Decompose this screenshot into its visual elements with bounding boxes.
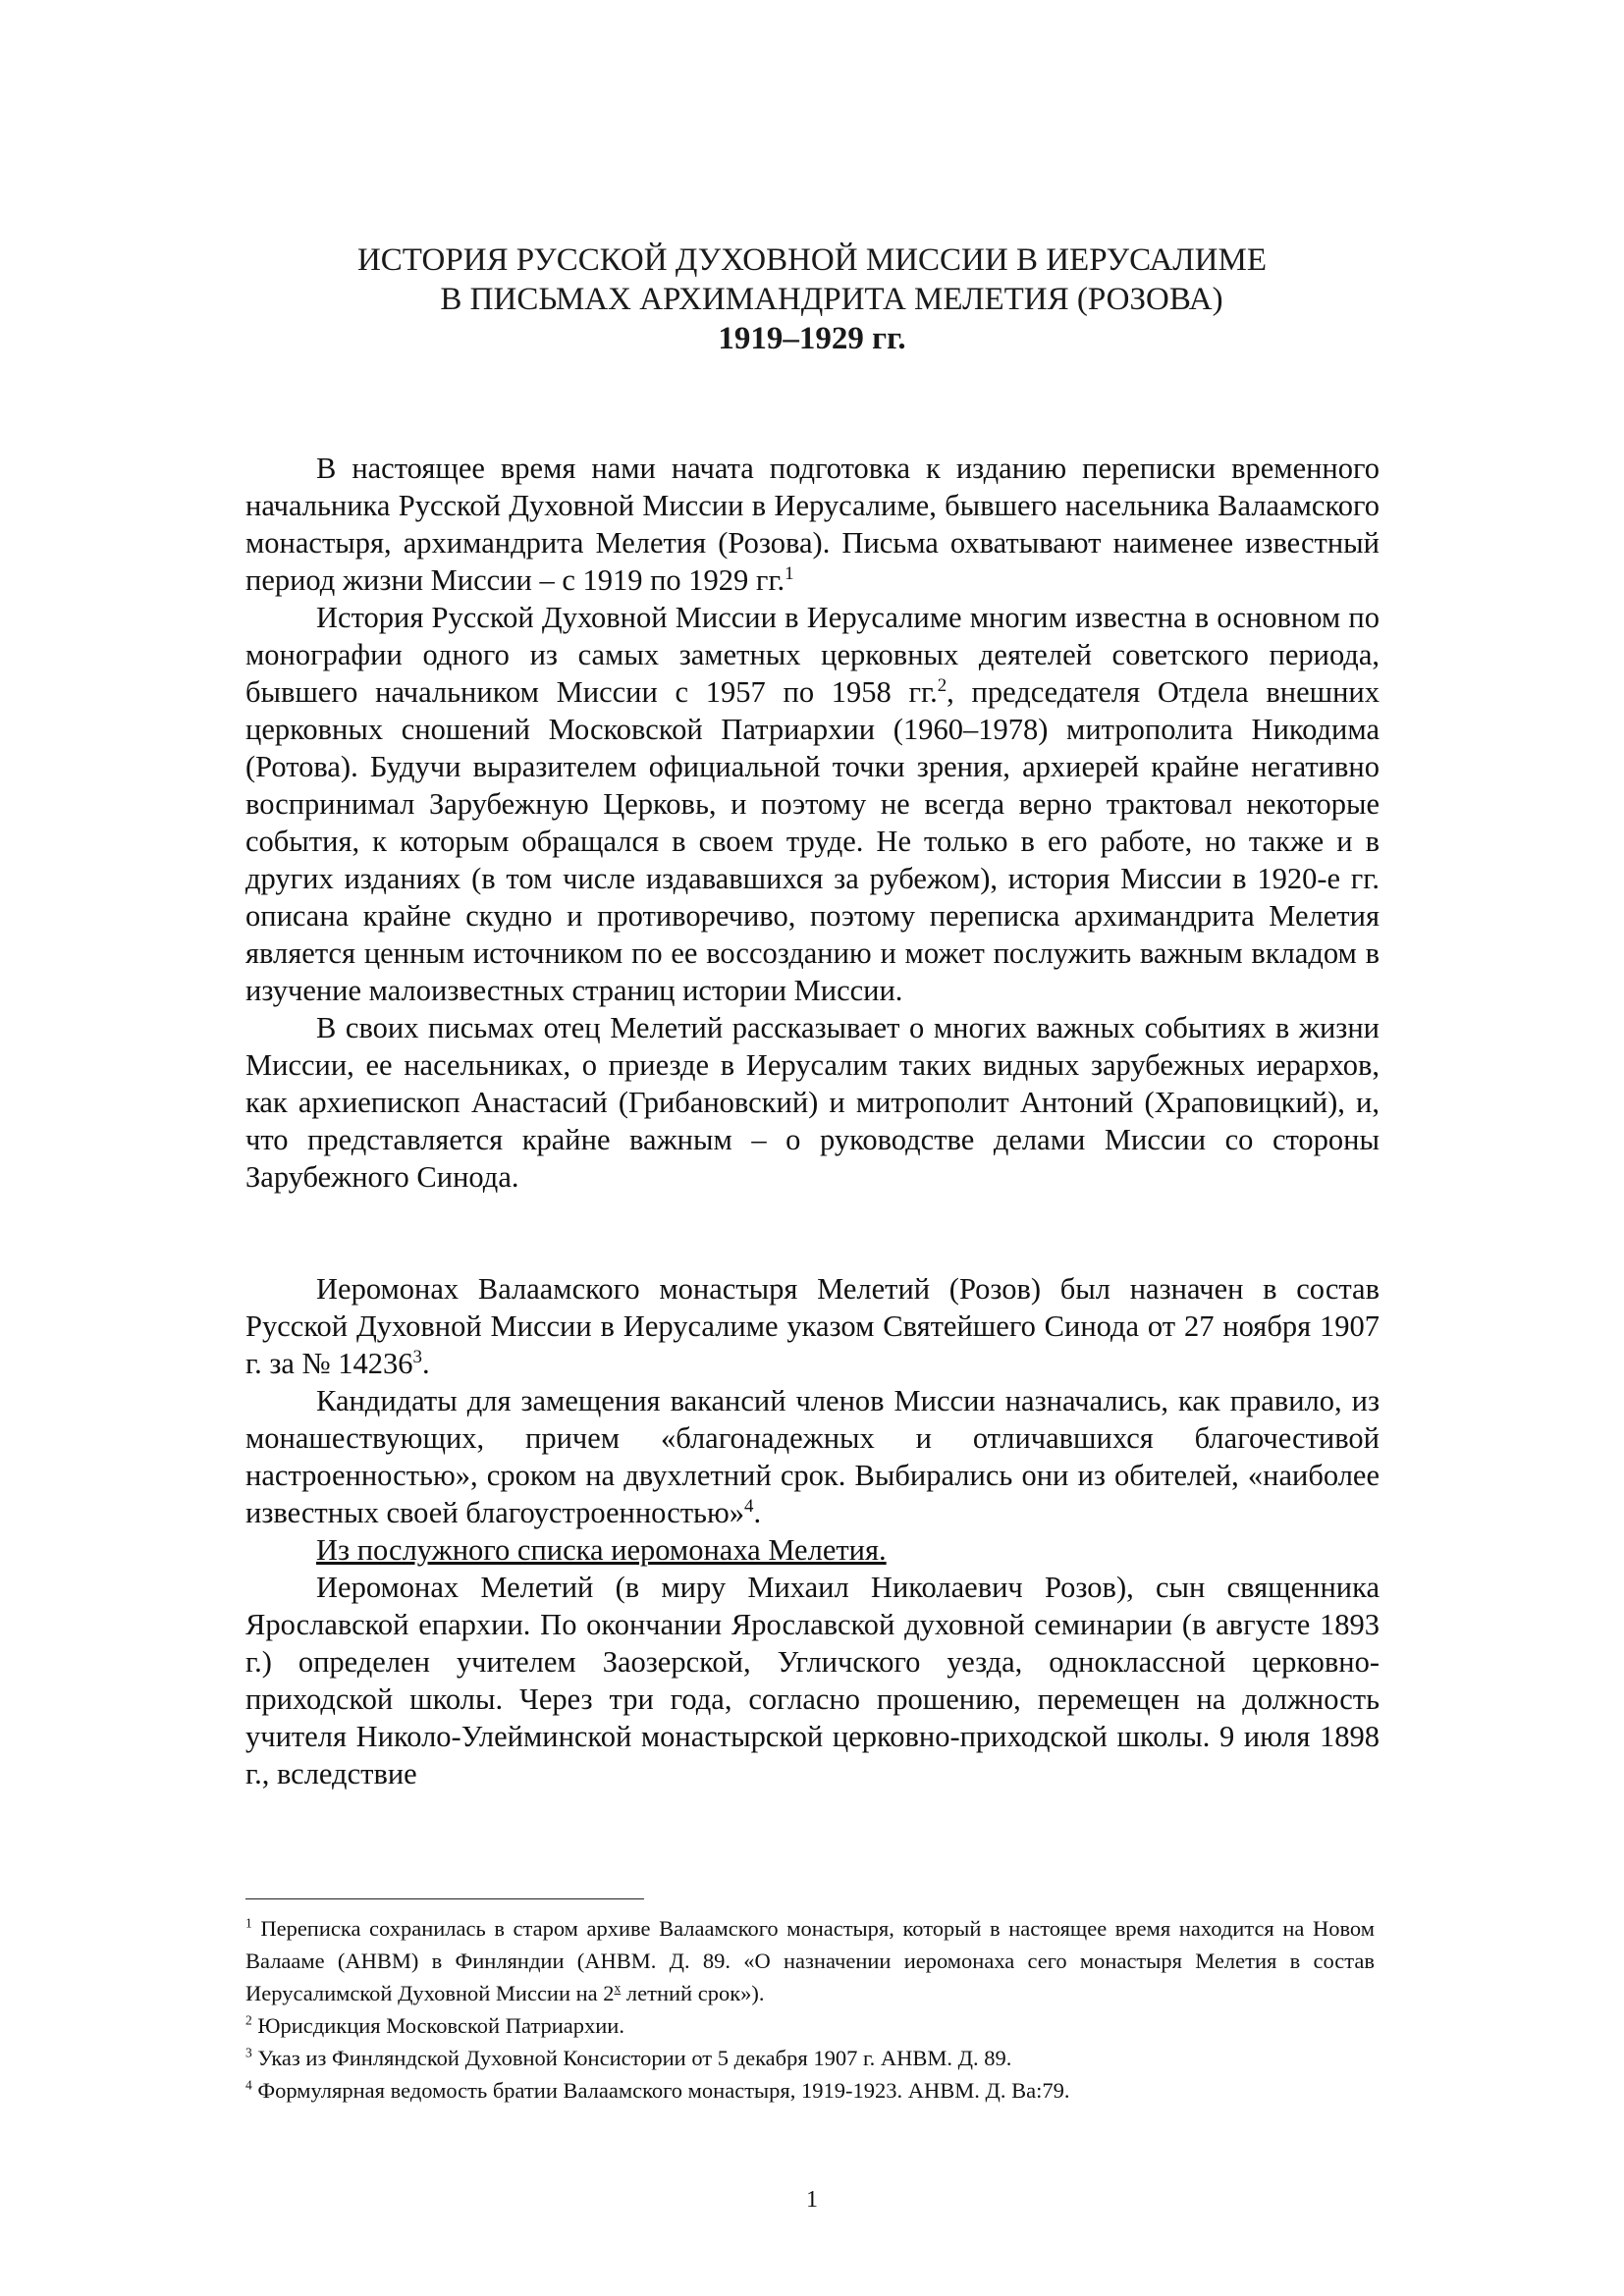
footnote-ref[interactable]: 2 [937, 674, 947, 696]
footnote-number: 4 [245, 2077, 252, 2093]
paragraph [245, 1009, 1380, 1196]
footnote [245, 2074, 1375, 2107]
footnote-separator [245, 1898, 644, 1899]
paragraph-text: История Русской Духовной Миссии в Иерусалиме многим известна в основном по монографии одного из самых заметных церковных деятелей советского периода, бывшего начальником Миссии с 1957 по 1958 гг. [245, 601, 1380, 709]
footnote-text: Формулярная ведомость братии Валаамского монастыря, 1919-1923. АНВМ. Д. Ва:79. [251, 2078, 1070, 2103]
body-text [245, 450, 1380, 1792]
title-line-1: ИСТОРИЯ РУССКОЙ ДУХОВНОЙ МИССИИ В ИЕРУСАЛИМЕ [356, 242, 1268, 278]
footnote-superscript: х [614, 1980, 622, 1996]
footnote-text: Указ из Финляндской Духовной Консистории от 5 декабря 1907 г. АНВМ. Д. 89. [251, 2046, 1012, 2070]
footnote [245, 2042, 1375, 2074]
footnote-text: Переписка сохранилась в старом архиве Валаамского монастыря, который в настоящее время находится на Новом Валааме (АНВМ) в Финляндии (АНВМ. Д. 89. «О назначении иеромонаха сего монастыря Мелетия в состав Иерусалимской Духовной Миссии на 2 [245, 1916, 1375, 2005]
footnote-ref[interactable]: 1 [785, 562, 794, 584]
paragraph-text: Иеромонах Валаамского монастыря Мелетий (Розов) был назначен в состав Русской Духовной Миссии в Иерусалиме указом Святейшего Синода от 27 ноября 1907 г. за № 14236 [245, 1272, 1380, 1380]
paragraph-text: В настоящее время нами начата подготовка к изданию переписки временного начальника Русской Духовной Миссии в Иерусалиме, бывшего насельника Валаамского монастыря, архимандрита Мелетия (Розова). Письма охватывают наименее известный период жизни Миссии – с 1919 по 1929 гг. [245, 452, 1380, 597]
paragraph [245, 1270, 1380, 1382]
section-heading-text: Из послужного списка иеромонаха Мелетия. [316, 1533, 887, 1567]
paragraph [245, 1382, 1380, 1531]
paragraph [245, 450, 1380, 599]
paragraph-text: Кандидаты для замещения вакансий членов Миссии назначались, как правило, из монашествующих, причем «благонадежных и отличавшихся благочестивой настроенностью», сроком на двухлетний срок. Выбирались они из обителей, «наиболее известных своей благоустроенностью» [245, 1384, 1380, 1529]
paragraph-text: Иеромонах Мелетий (в миру Михаил Николаевич Розов), сын священника Ярославской епархии. По окончании Ярославской духовной семинарии (в августе 1893 г.) определен учителем Заозерской, Угличского уезда, одноклассной церковно-приходской школы. Через три года, согласно прошению, перемещен на должность учителя Николо-Улейминской монастырской церковно-приходской школы. 9 июля 1898 г., вследствие [245, 1571, 1380, 1790]
footnote-text-cont: летний срок»). [621, 1981, 765, 2005]
paragraph [245, 1569, 1380, 1792]
paragraph-text-cont: . [753, 1496, 762, 1529]
page-number: 1 [806, 2187, 818, 2213]
title-dates: 1919–1929 гг. [718, 321, 906, 356]
footnote-ref[interactable]: 3 [412, 1346, 422, 1367]
footnote-number: 2 [245, 2012, 252, 2028]
footnotes [245, 1912, 1375, 2107]
paragraph-text-cont: , председателя Отдела внешних церковных сношений Московской Патриархии (1960–1978) митрополита Никодима (Ротова). Будучи выразителем официальной точки зрения, архиерей крайне негативно воспринимал Зарубежную Церковь, и поэтому не всегда верно трактовал некоторые события, к которым обращался в своем труде. Не только в его работе, но также и в других изданиях (в том числе издававшихся за рубежом), история Миссии в 1920-е гг. описана крайне скудно и противоречиво, поэтому переписка архимандрита Мелетия является ценным источником по ее воссозданию и может послужить важным вкладом в изучение малоизвестных страниц истории Миссии. [245, 675, 1380, 1007]
paragraph-text: В своих письмах отец Мелетий рассказывает о многих важных событиях в жизни Миссии, ее насельниках, о приезде в Иерусалим таких видных зарубежных иерархов, как архиепископ Анастасий (Грибановский) и митрополит Антоний (Храповицкий), и, что представляется крайне важным – о руководстве делами Миссии со стороны Зарубежного Синода. [245, 1011, 1380, 1194]
document-title [245, 240, 1379, 358]
section-heading [245, 1531, 1380, 1569]
footnote-text: Юрисдикция Московской Патриархии. [251, 2013, 624, 2038]
footnote [245, 1912, 1375, 2009]
footnote-number: 1 [245, 1915, 252, 1931]
footnote [245, 2009, 1375, 2042]
footnote-number: 3 [245, 2045, 252, 2060]
footnote-ref[interactable]: 4 [744, 1495, 754, 1517]
title-line-2: В ПИСЬМАХ АРХИМАНДРИТА МЕЛЕТИЯ (РОЗОВА) [440, 282, 1223, 317]
paragraph-text-cont: . [421, 1347, 430, 1380]
paragraph [245, 599, 1380, 1009]
